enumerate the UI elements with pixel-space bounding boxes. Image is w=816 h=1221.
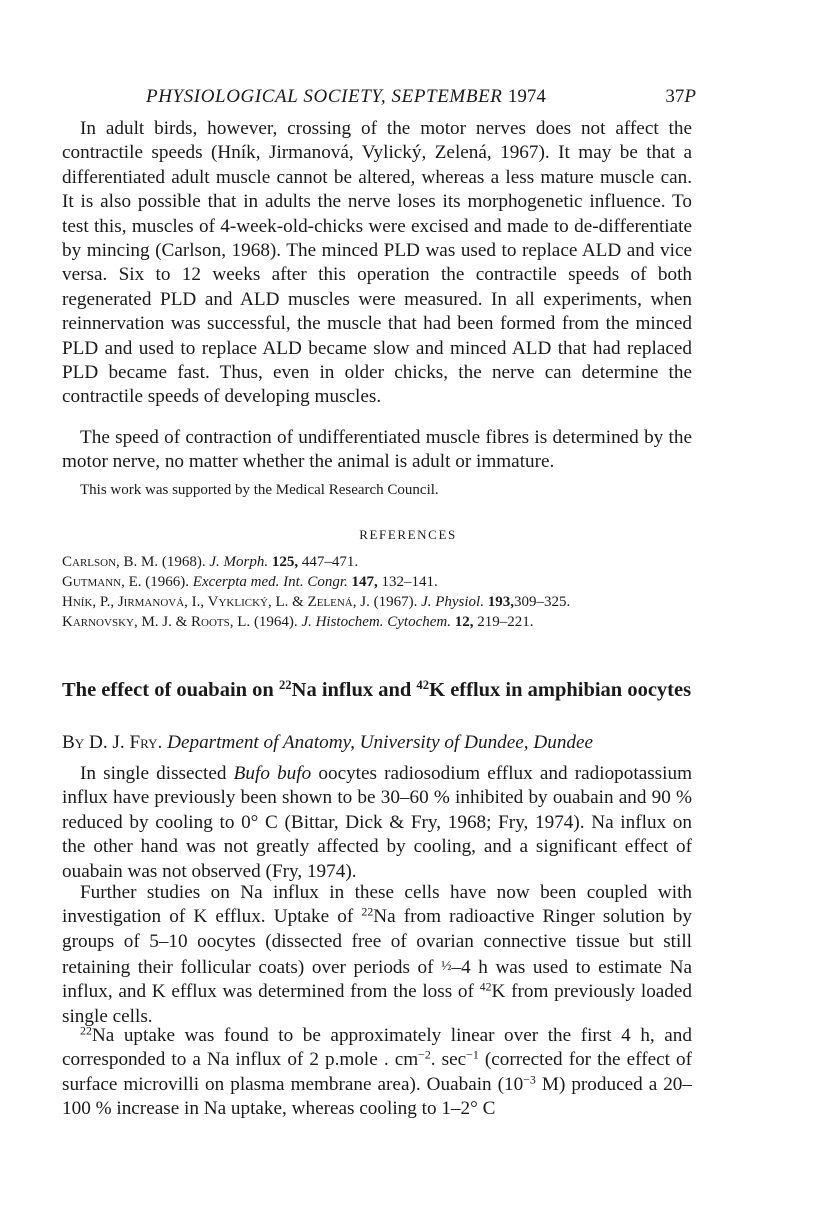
reference-item: Gutmann, E. (1966). Excerpta med. Int. Congr. 147, 132–141. (62, 574, 438, 590)
affiliation: Department of Anatomy, University of Dundee, Dundee (167, 732, 594, 753)
reference-item: Hník, P., Jirmanová, I., Vyklický, L. & Zelená, J. (1967). J. Physiol. 193,309–325. (62, 594, 571, 610)
article-paragraph-2: Further studies on Na influx in these cells have now been coupled with investigation of K efflux. Uptake of $^{22}$Na from radioactive Ringer solution by groups of 5–10 oocytes (dissected free of ovarian connective tissue but still retaining their follicular coats) over periods of ½–4 h was used to estimate Na influx, and K efflux was determined from the loss of $^{42}$K from previously loaded single cells. (62, 882, 693, 1027)
continued-paragraph-1: In adult birds, however, crossing of the motor nerves does not affect the contractile speeds (Hník, Jirmanová, Vylický, Zelená, 1967). It may be that a differentiated adult muscle cannot be altered, whereas a less mature muscle can. It is also possible that in adults the nerve loses its morphogenetic influence. To test this, muscles of 4-week-old-chicks were excised and made to de-differentiate by mincing (Carlson, 1968). The minced PLD was used to replace ALD and vice versa. Six to 12 weeks after this operation the contractile speeds of both regenerated PLD and ALD muscles were measured. In all experiments, when reinnervation was successful, the muscle that had been formed from the minced PLD and used to replace ALD became slow and minced ALD that had replaced PLD became fast. Thus, even in older chicks, the nerve can determine the contractile speeds of developing muscles. (62, 118, 692, 408)
acknowledgement: This work was supported by the Medical Research Council. (80, 482, 439, 498)
byline: By D. J. Fry. Department of Anatomy, University of Dundee, Dundee (62, 732, 594, 753)
references-heading: REFERENCES (359, 527, 457, 542)
continued-paragraph-2: The speed of contraction of undifferentiated muscle fibres is determined by the motor nerve, no matter whether the animal is adult or immature. (62, 427, 692, 473)
page-number: 37P (665, 86, 696, 107)
running-header (62, 84, 696, 110)
article-title: The effect of ouabain on $^{22}$Na influx and $^{42}$K efflux in amphibian oocytes (62, 678, 692, 701)
reference-list (62, 552, 702, 632)
reference-item: Carlson, B. M. (1968). J. Morph. 125, 447–471. (62, 554, 359, 570)
article-paragraph-3: $^{22}$Na uptake was found to be approximately linear over the first 4 h, and corresponded to a Na influx of 2 p.mole . $cm^{-2}$. $\sec^{-1}$ (corrected for the effect of surface microvilli on plasma membrane area). Ouabain ($10^{-3}$ M) produced a 20–100 % increase in Na uptake, whereas cooling to 1–2° C (62, 1023, 692, 1120)
article-paragraph-1: In single dissected Bufo bufo oocytes radiosodium efflux and radiopotassium influx have previously been shown to be 30–60 % inhibited by ouabain and 90 % reduced by cooling to 0° C (Bittar, Dick & Fry, 1968; Fry, 1974). Na influx on the other hand was not greatly affected by cooling, and a significant effect of ouabain was not observed (Fry, 1974). (62, 763, 693, 882)
author-name: D. J. Fry. (88, 732, 163, 753)
reference-item: Karnovsky, M. J. & Roots, L. (1964). J. Histochem. Cytochem. 12, 219–221. (62, 614, 534, 630)
journal-title: PHYSIOLOGICAL SOCIETY, SEPTEMBER 1974 (146, 86, 546, 107)
